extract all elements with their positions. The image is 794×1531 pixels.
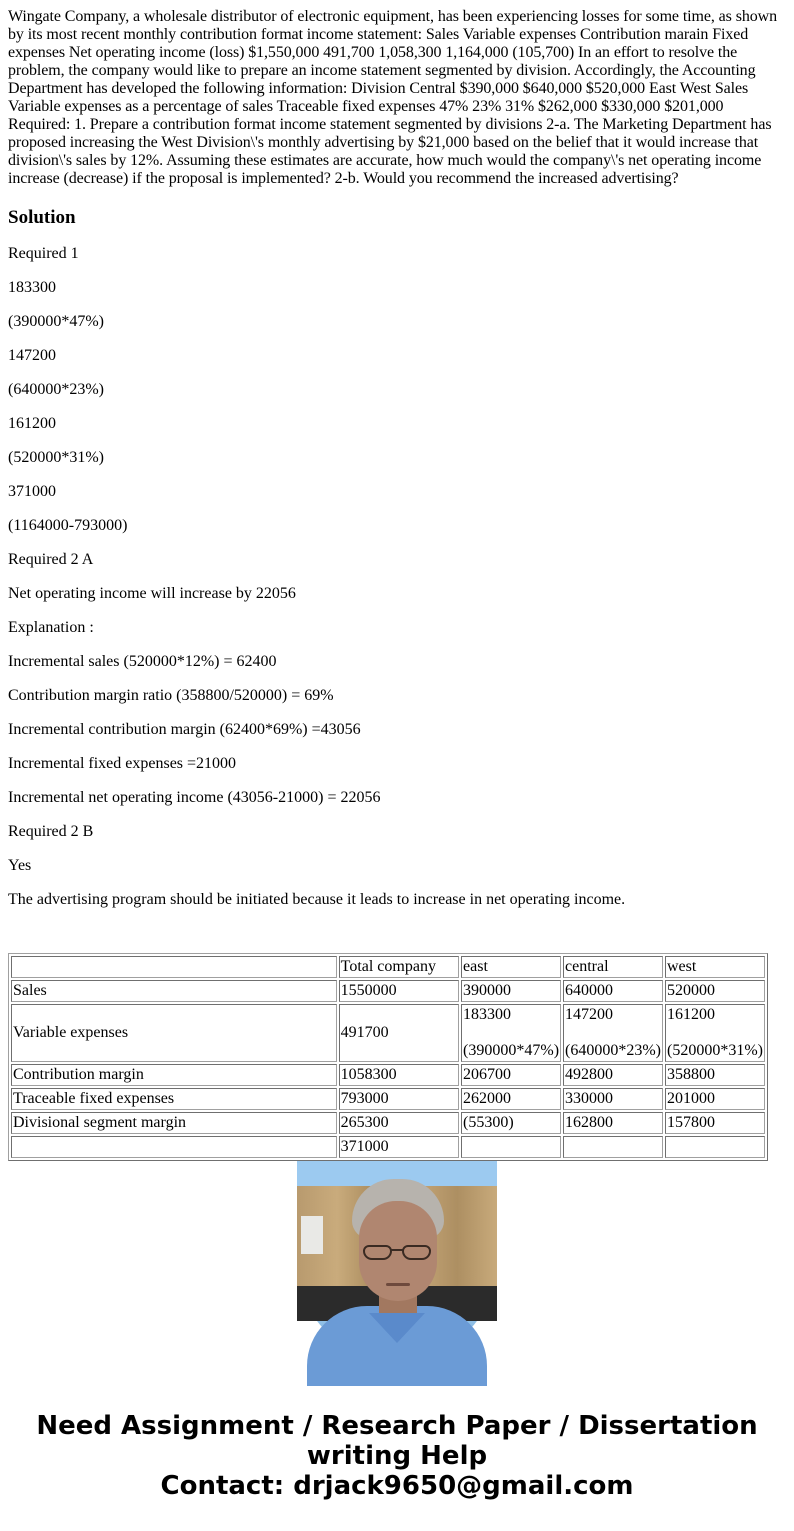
row-label: Contribution margin [11, 1064, 337, 1086]
solution-line: Net operating income will increase by 22056 [8, 585, 296, 602]
solution-line: Incremental sales (520000*12%) = 62400 [8, 653, 277, 670]
solution-line: Required 2 B [8, 823, 94, 840]
cell-east: 206700 [461, 1064, 561, 1086]
header-cell-total: Total company [339, 956, 459, 978]
solution-line: (390000*47%) [8, 313, 104, 330]
solution-line: Yes [8, 857, 32, 874]
solution-line: Contribution margin ratio (358800/520000) = 69% [8, 687, 334, 704]
solution-line: (640000*23%) [8, 381, 104, 398]
cell-total: 793000 [339, 1088, 459, 1110]
solution-line: Incremental fixed expenses =21000 [8, 755, 237, 772]
row-label: Traceable fixed expenses [11, 1088, 337, 1110]
cell-west: 157800 [665, 1112, 765, 1134]
cell-total: 265300 [339, 1112, 459, 1134]
solution-line: (520000*31%) [8, 449, 104, 466]
cell-west: 520000 [665, 980, 765, 1002]
cell-west: 358800 [665, 1064, 765, 1086]
solution-line: (1164000-793000) [8, 517, 128, 534]
solution-line: 147200 [8, 347, 56, 364]
cell-note: (640000*23%) [565, 1042, 661, 1059]
cell-east: 262000 [461, 1088, 561, 1110]
cell-east: 390000 [461, 980, 561, 1002]
promo-contact: Contact: drjack9650@gmail.com [160, 1471, 634, 1501]
header-cell-label [11, 956, 337, 978]
cell-total: 1058300 [339, 1064, 459, 1086]
cell-central [563, 1136, 663, 1158]
cell-west [665, 1004, 765, 1062]
cell-west: 201000 [665, 1088, 765, 1110]
cell-central: 492800 [563, 1064, 663, 1086]
document-body [0, 8, 794, 909]
solution-line: Explanation : [8, 619, 94, 636]
avatar-glasses-icon [363, 1245, 433, 1261]
cell-central: 330000 [563, 1088, 663, 1110]
solution-line: 161200 [8, 415, 56, 432]
table-row-variable-expenses [11, 1004, 765, 1062]
cell-total: 491700 [339, 1004, 459, 1062]
solution-line: 371000 [8, 483, 56, 500]
solution-line: Incremental contribution margin (62400*69%) =43056 [8, 721, 361, 738]
cell-east [461, 1136, 561, 1158]
avatar-collar-right [397, 1313, 425, 1343]
header-cell-central: central [563, 956, 663, 978]
row-label [11, 1136, 337, 1158]
header-cell-west: west [665, 956, 765, 978]
table-row-traceable-fixed-expenses [11, 1088, 765, 1110]
cell-central: 162800 [563, 1112, 663, 1134]
table-header-row [11, 956, 765, 978]
header-cell-east: east [461, 956, 561, 978]
table-row-common-fixed-expenses [11, 1136, 765, 1158]
solution-line: Required 1 [8, 245, 79, 262]
income-statement-table [8, 953, 768, 1161]
cell-total: 1550000 [339, 980, 459, 1002]
solution-line: 183300 [8, 279, 56, 296]
cell-east [461, 1004, 561, 1062]
tutor-avatar [297, 1161, 497, 1361]
income-statement-table-container [8, 953, 768, 1155]
avatar-collar-left [369, 1313, 397, 1343]
promo-banner [0, 1411, 794, 1501]
table-row-divisional-segment-margin [11, 1112, 765, 1134]
cell-central [563, 1004, 663, 1062]
table-row-sales [11, 980, 765, 1002]
promo-line-1: Need Assignment / Research Paper / Dissertation [36, 1411, 758, 1441]
cell-note: (520000*31%) [667, 1042, 763, 1059]
cell-value: 161200 [667, 1006, 715, 1023]
cell-east: (55300) [461, 1112, 561, 1134]
row-label: Variable expenses [11, 1004, 337, 1062]
cell-total: 371000 [339, 1136, 459, 1158]
cell-west [665, 1136, 765, 1158]
solution-heading: Solution [8, 207, 76, 228]
question-text: Wingate Company, a wholesale distributor of electronic equipment, has been experiencing losses for some time, as shown by its most recent monthly contribution format income statement: Sales Variable expenses Contribution marain Fixed expenses Net operating income (loss) $1,550,000 491,700 1,058,300 1,164,000 (105,700) In an effort to resolve the problem, the company would like to prepare an income statement segmented by division. Accordingly, the Accounting Department has developed the following information: Division Central $390,000 $640,000 $520,000 East West Sales Variable expenses as a percentage of sales Traceable fixed expenses 47% 23% 31% $262,000 $330,000 $201,000 Required: 1. Prepare a contribution format income statement segmented by divisions 2-a. The Marketing Department has proposed increasing the West Division\'s monthly advertising by $21,000 based on the belief that it would increase that division\'s sales by 12%. Assuming these estimates are accurate, how much would the company\'s net operating income increase (decrease) if the proposal is implemented? 2-b. Would you recommend the increased advertising? [8, 8, 777, 187]
solution-line: Required 2 A [8, 551, 94, 568]
avatar-background-switchboard [301, 1216, 323, 1254]
cell-central: 640000 [563, 980, 663, 1002]
cell-value: 147200 [565, 1006, 614, 1023]
row-label: Divisional segment margin [11, 1112, 337, 1134]
row-label: Sales [11, 980, 337, 1002]
cell-value: 183300 [463, 1006, 512, 1023]
avatar-mouth [386, 1283, 410, 1286]
cell-note: (390000*47%) [463, 1042, 560, 1059]
solution-line: The advertising program should be initiated because it leads to increase in net operating income. [8, 891, 626, 908]
promo-line-2: writing Help [306, 1441, 488, 1471]
solution-line: Incremental net operating income (43056-21000) = 22056 [8, 789, 381, 806]
table-row-contribution-margin [11, 1064, 765, 1086]
